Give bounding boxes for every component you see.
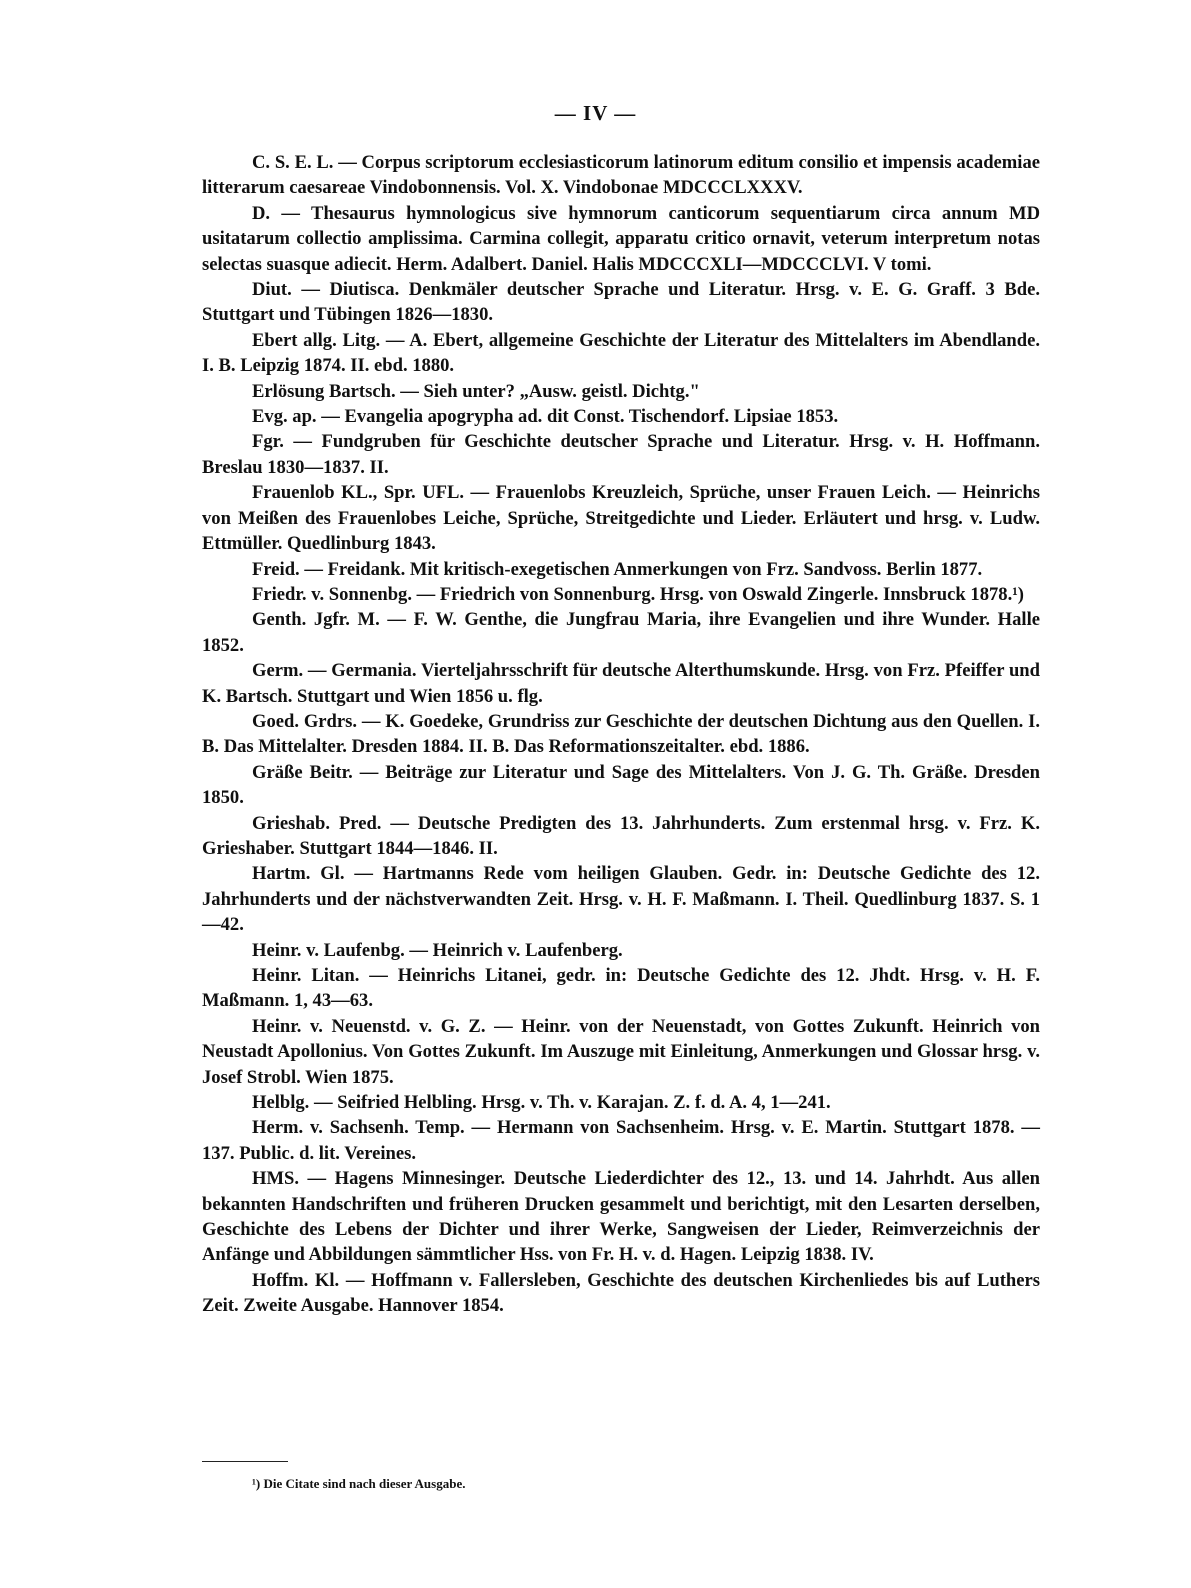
bibliography-entry: Goed. Grdrs. — K. Goedeke, Grundriss zur Geschichte der deutschen Dichtung aus den Quellen. I. B. Das Mittelalter. Dresden 1884. II. B. Das Reformationszeitalter. ebd. 1886. bbox=[202, 710, 1040, 758]
bibliography-entry: Hartm. Gl. — Hartmanns Rede vom heiligen Glauben. Gedr. in: Deutsche Gedichte des 12. Jahrhunderts und der nächstverwandten Zeit. Hrsg. v. H. F. Maßmann. I. Theil. Quedlinburg 1837. S. 1—42. bbox=[202, 863, 1040, 936]
bibliography-entry: Heinr. v. Neuenstd. v. G. Z. — Heinr. von der Neuenstadt, von Gottes Zukunft. Heinrich von Neustadt Apollonius. Von Gottes Zukunft. Im Auszuge mit Einleitung, Anmerkungen und Glossar hrsg. v. Josef Strobl. Wien 1875. bbox=[202, 1015, 1040, 1088]
bibliography-entry: Germ. — Germania. Vierteljahrsschrift für deutsche Alterthumskunde. Hrsg. von Frz. Pfeiffer und K. Bartsch. Stuttgart und Wien 1856 u. flg. bbox=[202, 660, 1040, 707]
bibliography-entry: Heinr. v. Laufenbg. — Heinrich v. Laufenberg. bbox=[252, 939, 623, 961]
bibliography-entry: Grieshab. Pred. — Deutsche Predigten des 13. Jahrhunderts. Zum erstenmal hrsg. v. Frz. K. Grieshaber. Stuttgart 1844—1846. II. bbox=[202, 812, 1040, 859]
bibliography-entry: HMS. — Hagens Minnesinger. Deutsche Liederdichter des 12., 13. und 14. Jahrhdt. Aus allen bekannten Handschriften und früheren Drucken gesammelt und berichtigt, mit den Lesarten derselben, Geschichte des Lebens der Dichter und ihrer Werke, Sangweisen der Lieder, Reimverzeichnis der Anfänge und Abbildungen sämmtlicher Hss. von Fr. H. v. d. Hagen. Leipzig 1838. IV. bbox=[202, 1168, 1040, 1266]
bibliography-entry: Diut. — Diutisca. Denkmäler deutscher Sprache und Literatur. Hrsg. v. E. G. Graff. 3 Bde. Stuttgart und Tübingen 1826—1830. bbox=[202, 279, 1040, 326]
footnote: ¹) Die Citate sind nach dieser Ausgabe. bbox=[252, 1476, 466, 1491]
bibliography-entry: Frauenlob KL., Spr. UFL. — Frauenlobs Kreuzleich, Sprüche, unser Frauen Leich. — Heinrichs von Meißen des Frauenlobes Leiche, Sprüche, Streitgedichte und Lieder. Erläutert und hrsg. v. Ludw. Ettmüller. Quedlinburg 1843. bbox=[202, 482, 1040, 555]
bibliography-entry: D. — Thesaurus hymnologicus sive hymnorum canticorum sequentiarum circa annum MD usitatarum collectio amplissima. Carmina collegit, apparatu critico ornavit, veterum interpretum notas selectas suasque adiecit. Herm. Adalbert. Daniel. Halis MDCCCXLI—MDCCCLVI. V tomi. bbox=[202, 202, 1040, 275]
bibliography-entry: Genth. Jgfr. M. — F. W. Genthe, die Jungfrau Maria, ihre Evangelien und ihre Wunder. Halle 1852. bbox=[202, 609, 1040, 656]
footnote-divider bbox=[202, 1461, 288, 1462]
bibliography-entry: Hoffm. Kl. — Hoffmann v. Fallersleben, Geschichte des deutschen Kirchenliedes bis auf Luthers Zeit. Zweite Ausgabe. Hannover 1854. bbox=[202, 1269, 1040, 1317]
bibliography-entry: Heinr. Litan. — Heinrichs Litanei, gedr. in: Deutsche Gedichte des 12. Jhdt. Hrsg. v. H. F. Maßmann. 1, 43—63. bbox=[202, 965, 1040, 1012]
bibliography-entry: Friedr. v. Sonnenbg. — Friedrich von Sonnenburg. Hrsg. von Oswald Zingerle. Innsbruck 1878.¹) bbox=[252, 583, 1024, 605]
bibliography-entry: Evg. ap. — Evangelia apogrypha ad. dit Const. Tischendorf. Lipsiae 1853. bbox=[252, 406, 839, 428]
bibliography-entry: Ebert allg. Litg. — A. Ebert, allgemeine Geschichte der Literatur des Mittelalters im Abendlande. I. B. Leipzig 1874. II. ebd. 1880. bbox=[202, 329, 1040, 377]
bibliography-entry: Gräße Beitr. — Beiträge zur Literatur und Sage des Mittelalters. Von J. G. Th. Gräße. Dresden 1850. bbox=[202, 761, 1040, 809]
bibliography-list bbox=[202, 150, 1040, 1319]
bibliography-entry: Freid. — Freidank. Mit kritisch-exegetischen Anmerkungen von Frz. Sandvoss. Berlin 1877. bbox=[252, 558, 983, 580]
bibliography-entry: Erlösung Bartsch. — Sieh unter? „Ausw. geistl. Dichtg." bbox=[252, 380, 700, 402]
bibliography-entry: Helblg. — Seifried Helbling. Hrsg. v. Th. v. Karajan. Z. f. d. A. 4, 1—241. bbox=[252, 1092, 831, 1114]
bibliography-entry: Fgr. — Fundgruben für Geschichte deutscher Sprache und Literatur. Hrsg. v. H. Hoffmann. Breslau 1830—1837. II. bbox=[202, 431, 1040, 478]
page-number: — IV — bbox=[554, 101, 637, 125]
bibliography-entry: C. S. E. L. — Corpus scriptorum ecclesiasticorum latinorum editum consilio et impensis academiae litterarum caesareae Vindobonnensis. Vol. X. Vindobonae MDCCCLXXXV. bbox=[202, 152, 1040, 199]
bibliography-entry: Herm. v. Sachsenh. Temp. — Hermann von Sachsenheim. Hrsg. v. E. Martin. Stuttgart 1878. — 137. Public. d. lit. Vereines. bbox=[202, 1117, 1040, 1164]
